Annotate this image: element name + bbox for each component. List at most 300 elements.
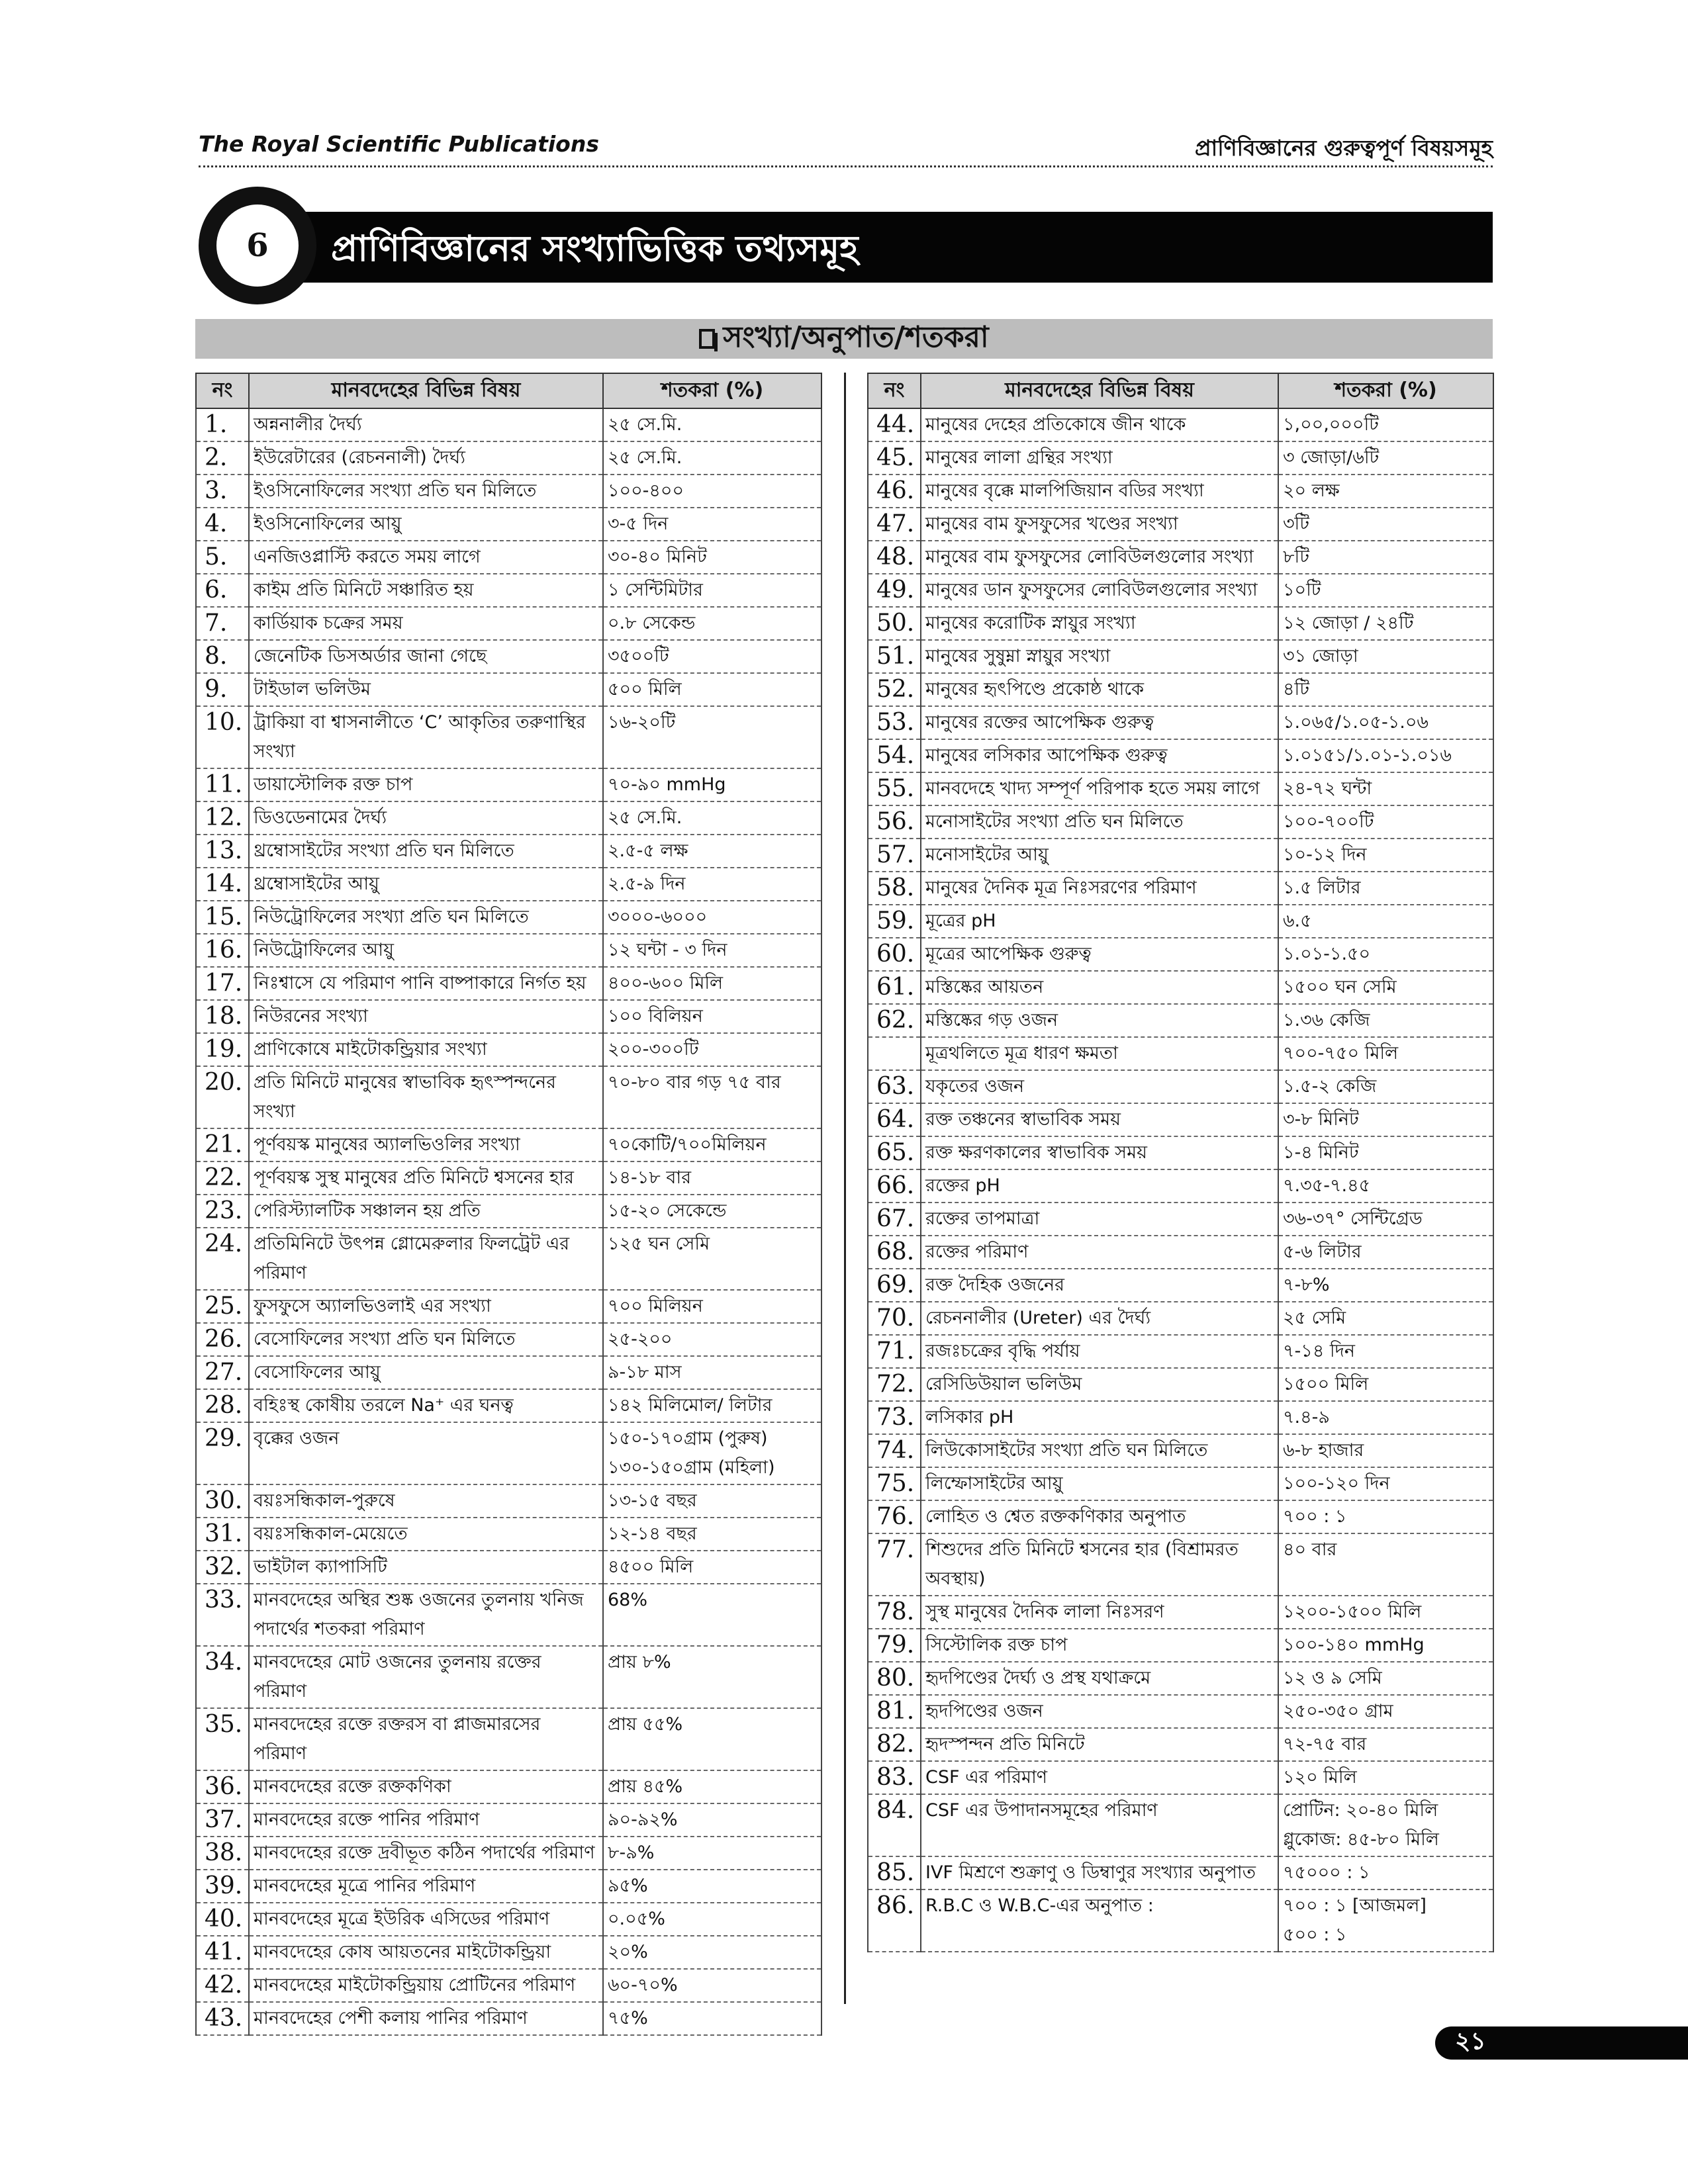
table-row bbox=[868, 673, 1493, 706]
table-row bbox=[868, 408, 1493, 441]
table-row bbox=[196, 1551, 821, 1584]
row-number: 52. bbox=[868, 673, 921, 706]
table-row bbox=[868, 739, 1493, 772]
row-value: ৭৫% bbox=[603, 2002, 821, 2035]
section-heading bbox=[195, 319, 1493, 359]
table-row bbox=[868, 1004, 1493, 1037]
row-value bbox=[1278, 1794, 1493, 1856]
table-row bbox=[868, 1368, 1493, 1401]
table-row bbox=[868, 805, 1493, 839]
row-value: ৭২-৭৫ বার bbox=[1278, 1728, 1493, 1761]
row-number: 60. bbox=[868, 938, 921, 971]
table-row bbox=[196, 1803, 821, 1837]
row-number: 36. bbox=[196, 1770, 249, 1803]
row-topic: বহিঃস্থ কোষীয় তরলে Na⁺ এর ঘনত্ব bbox=[249, 1389, 603, 1422]
row-number: 73. bbox=[868, 1401, 921, 1434]
row-value: ৩-৫ দিন bbox=[603, 508, 821, 541]
row-value: ৩টি bbox=[1278, 508, 1493, 541]
table-row bbox=[196, 1000, 821, 1033]
row-number: 21. bbox=[196, 1128, 249, 1161]
row-value: ৭০-৮০ বার গড় ৭৫ বার bbox=[603, 1066, 821, 1128]
row-number: 37. bbox=[196, 1803, 249, 1837]
row-number: 34. bbox=[196, 1646, 249, 1708]
row-topic: মানবদেহের পেশী কলায় পানির পরিমাণ bbox=[249, 2002, 603, 2035]
row-value: ৭০০ : ১ bbox=[1278, 1500, 1493, 1533]
table-row bbox=[868, 1467, 1493, 1500]
row-value: ১-৪ মিনিট bbox=[1278, 1136, 1493, 1169]
table-row bbox=[868, 1203, 1493, 1236]
row-number: 76. bbox=[868, 1500, 921, 1533]
row-value: ২৫ সে.মি. bbox=[603, 441, 821, 475]
row-number: 12. bbox=[196, 801, 249, 835]
row-topic: ডিওডেনামের দৈর্ঘ্য bbox=[249, 801, 603, 835]
table-row bbox=[196, 1128, 821, 1161]
row-topic: মানুষের লালা গ্রন্থির সংখ্যা bbox=[921, 441, 1278, 475]
table-row bbox=[868, 1695, 1493, 1728]
row-topic: বেসোফিলের আয়ু bbox=[249, 1356, 603, 1389]
row-topic: মনোসাইটের সংখ্যা প্রতি ঘন মিলিতে bbox=[921, 805, 1278, 839]
table-row bbox=[868, 1434, 1493, 1467]
row-value: ৩১ জোড়া bbox=[1278, 640, 1493, 673]
column-header-topic: মানবদেহের বিভিন্ন বিষয় bbox=[249, 373, 603, 408]
table-row bbox=[196, 868, 821, 901]
row-topic: পেরিস্ট্যালটিক সঞ্চালন হয় প্রতি bbox=[249, 1195, 603, 1228]
row-value: ২.৫-৯ দিন bbox=[603, 868, 821, 901]
table-row bbox=[196, 1969, 821, 2002]
row-topic: নিউট্রোফিলের সংখ্যা প্রতি ঘন মিলিতে bbox=[249, 901, 603, 934]
row-topic: রক্তের তাপমাত্রা bbox=[921, 1203, 1278, 1236]
row-topic: মানুষের লসিকার আপেক্ষিক গুরুত্ব bbox=[921, 739, 1278, 772]
row-topic: কার্ডিয়াক চক্রের সময় bbox=[249, 607, 603, 640]
table-header-row bbox=[868, 373, 1493, 408]
row-value: ১০টি bbox=[1278, 574, 1493, 607]
row-value: ১০০-৪০০ bbox=[603, 475, 821, 508]
row-value: ২৫ সে.মি. bbox=[603, 801, 821, 835]
facts-table-left-body bbox=[196, 408, 821, 2035]
row-topic: মানবদেহের রক্তে দ্রবীভূত কঠিন পদার্থের পরিমাণ bbox=[249, 1837, 603, 1870]
row-number: 7. bbox=[196, 607, 249, 640]
row-value: ২.৫-৫ লক্ষ bbox=[603, 835, 821, 868]
table-row bbox=[196, 1484, 821, 1518]
row-topic: সুস্থ মানুষের দৈনিক লালা নিঃসরণ bbox=[921, 1596, 1278, 1629]
row-value: ২৫ সেমি bbox=[1278, 1302, 1493, 1335]
row-number: 15. bbox=[196, 901, 249, 934]
row-number: 51. bbox=[868, 640, 921, 673]
chapter-number: 6 bbox=[216, 205, 299, 287]
checkbox-icon bbox=[699, 329, 715, 349]
row-value: ৭.৪-৯ bbox=[1278, 1401, 1493, 1434]
row-value: ১,০০,০০০টি bbox=[1278, 408, 1493, 441]
row-number: 66. bbox=[868, 1169, 921, 1203]
row-number: 78. bbox=[868, 1596, 921, 1629]
row-number: 50. bbox=[868, 607, 921, 640]
table-row bbox=[196, 706, 821, 768]
row-value: ৪টি bbox=[1278, 673, 1493, 706]
row-value: ২৫-২০০ bbox=[603, 1323, 821, 1356]
table-row bbox=[196, 1066, 821, 1128]
row-number: 43. bbox=[196, 2002, 249, 2035]
row-topic: কাইম প্রতি মিনিটে সঞ্চারিত হয় bbox=[249, 574, 603, 607]
row-number: 28. bbox=[196, 1389, 249, 1422]
column-divider bbox=[844, 373, 846, 2004]
row-number: 59. bbox=[868, 905, 921, 938]
row-topic: মূত্রের pH bbox=[921, 905, 1278, 938]
table-row bbox=[196, 2002, 821, 2035]
row-topic: রক্ত ক্ষরণকালের স্বাভাবিক সময় bbox=[921, 1136, 1278, 1169]
row-value: ৫০০ মিলি bbox=[603, 673, 821, 706]
row-value: ১.৩৬ কেজি bbox=[1278, 1004, 1493, 1037]
row-number: 56. bbox=[868, 805, 921, 839]
column-header-number: নং bbox=[196, 373, 249, 408]
row-topic: টাইডাল ভলিউম bbox=[249, 673, 603, 706]
row-topic: লসিকার pH bbox=[921, 1401, 1278, 1434]
table-row bbox=[868, 1596, 1493, 1629]
row-value: ১.০১৫১/১.০১-১.০১৬ bbox=[1278, 739, 1493, 772]
table-row bbox=[196, 934, 821, 967]
table-row bbox=[196, 1770, 821, 1803]
table-row bbox=[868, 1629, 1493, 1662]
row-topic: মূত্রের আপেক্ষিক গুরুত্ব bbox=[921, 938, 1278, 971]
facts-table-right bbox=[867, 373, 1494, 1952]
table-row bbox=[868, 1533, 1493, 1596]
row-value: ৯-১৮ মাস bbox=[603, 1356, 821, 1389]
row-topic: মানুষের দৈনিক মূত্র নিঃসরণের পরিমাণ bbox=[921, 872, 1278, 905]
row-value: প্রায় ৮% bbox=[603, 1646, 821, 1708]
row-number: 61. bbox=[868, 971, 921, 1004]
row-number: 70. bbox=[868, 1302, 921, 1335]
row-topic: মনোসাইটের আয়ু bbox=[921, 839, 1278, 872]
row-value: প্রায় ৫৫% bbox=[603, 1708, 821, 1770]
row-value: ৩০-৪০ মিনিট bbox=[603, 541, 821, 574]
row-value: ১৫০০ মিলি bbox=[1278, 1368, 1493, 1401]
table-row bbox=[868, 1037, 1493, 1070]
row-number: 3. bbox=[196, 475, 249, 508]
table-row bbox=[868, 1335, 1493, 1368]
table-row bbox=[868, 772, 1493, 805]
row-number: 1. bbox=[196, 408, 249, 441]
row-number: 75. bbox=[868, 1467, 921, 1500]
table-row bbox=[868, 1103, 1493, 1136]
row-topic: মানবদেহের কোষ আয়তনের মাইটোকন্ড্রিয়া bbox=[249, 1936, 603, 1969]
row-value: ৭০০ মিলিয়ন bbox=[603, 1290, 821, 1323]
table-row bbox=[196, 640, 821, 673]
row-value: ১৩-১৫ বছর bbox=[603, 1484, 821, 1518]
row-topic: মানবদেহের অস্থির শুষ্ক ওজনের তুলনায় খনিজ পদার্থের শতকরা পরিমাণ bbox=[249, 1584, 603, 1646]
row-value: ১০০ বিলিয়ন bbox=[603, 1000, 821, 1033]
row-value: ৭০-৯০ mmHg bbox=[603, 768, 821, 801]
row-topic: প্রাণিকোষে মাইটোকন্ড্রিয়ার সংখ্যা bbox=[249, 1033, 603, 1066]
table-row bbox=[868, 905, 1493, 938]
table-row bbox=[868, 607, 1493, 640]
table-row bbox=[196, 1584, 821, 1646]
row-number: 47. bbox=[868, 508, 921, 541]
row-number: 29. bbox=[196, 1422, 249, 1484]
table-row bbox=[868, 872, 1493, 905]
row-topic: মানুষের বাম ফুসফুসের লোবিউলগুলোর সংখ্যা bbox=[921, 541, 1278, 574]
row-value: ১.৫ লিটার bbox=[1278, 872, 1493, 905]
row-number: 86. bbox=[868, 1889, 921, 1952]
row-topic: প্রতিমিনিটে উৎপন্ন গ্লোমেরুলার ফিলট্রেট এর পরিমাণ bbox=[249, 1228, 603, 1290]
row-number: 55. bbox=[868, 772, 921, 805]
row-topic: রজঃচক্রের বৃদ্ধি পর্যায় bbox=[921, 1335, 1278, 1368]
row-value bbox=[603, 1422, 821, 1484]
row-value: ১.০১-১.৫০ bbox=[1278, 938, 1493, 971]
row-topic: শিশুদের প্রতি মিনিটে শ্বসনের হার (বিশ্রামরত অবস্থায়) bbox=[921, 1533, 1278, 1596]
row-topic: মানুষের বাম ফুসফুসের খণ্ডের সংখ্যা bbox=[921, 508, 1278, 541]
row-topic: লোহিত ও শ্বেত রক্তকণিকার অনুপাত bbox=[921, 1500, 1278, 1533]
row-value: প্রায় ৪৫% bbox=[603, 1770, 821, 1803]
row-value: ২৫০-৩৫০ গ্রাম bbox=[1278, 1695, 1493, 1728]
table-row bbox=[868, 508, 1493, 541]
facts-table-right-body bbox=[868, 408, 1493, 1952]
row-number: 53. bbox=[868, 706, 921, 739]
table-row bbox=[868, 938, 1493, 971]
row-number: 77. bbox=[868, 1533, 921, 1596]
row-number: 17. bbox=[196, 967, 249, 1000]
row-number: 58. bbox=[868, 872, 921, 905]
row-number: 74. bbox=[868, 1434, 921, 1467]
row-topic: থ্রম্বোসাইটের আয়ু bbox=[249, 868, 603, 901]
row-value: ১৫-২০ সেকেন্ডে bbox=[603, 1195, 821, 1228]
table-row bbox=[196, 901, 821, 934]
row-number: 10. bbox=[196, 706, 249, 768]
row-number: 19. bbox=[196, 1033, 249, 1066]
column-header-value: শতকরা (%) bbox=[603, 373, 821, 408]
row-value: ৩-৮ মিনিট bbox=[1278, 1103, 1493, 1136]
row-topic: CSF এর পরিমাণ bbox=[921, 1761, 1278, 1794]
row-number: 40. bbox=[196, 1903, 249, 1936]
row-value: ৭০কোটি/৭০০মিলিয়ন bbox=[603, 1128, 821, 1161]
row-value: ১২ জোড়া / ২৪টি bbox=[1278, 607, 1493, 640]
row-value: ১০-১২ দিন bbox=[1278, 839, 1493, 872]
row-number: 16. bbox=[196, 934, 249, 967]
row-number: 67. bbox=[868, 1203, 921, 1236]
table-row bbox=[868, 1070, 1493, 1103]
row-topic: রক্ত তঞ্চনের স্বাভাবিক সময় bbox=[921, 1103, 1278, 1136]
row-topic: জেনেটিক ডিসঅর্ডার জানা গেছে bbox=[249, 640, 603, 673]
row-value: ২০০-৩০০টি bbox=[603, 1033, 821, 1066]
row-number: 71. bbox=[868, 1335, 921, 1368]
row-topic: থ্রম্বোসাইটের সংখ্যা প্রতি ঘন মিলিতে bbox=[249, 835, 603, 868]
row-number: 69. bbox=[868, 1269, 921, 1302]
row-value bbox=[1278, 1889, 1493, 1952]
row-value-line: ৭০০ : ১ [আজমল] bbox=[1283, 1895, 1427, 1916]
row-topic: মানুষের সুষুম্না স্নায়ুর সংখ্যা bbox=[921, 640, 1278, 673]
row-topic: মানুষের বৃক্কে মালপিজিয়ান বডির সংখ্যা bbox=[921, 475, 1278, 508]
table-header-row bbox=[196, 373, 821, 408]
table-row bbox=[868, 441, 1493, 475]
table-row bbox=[196, 441, 821, 475]
row-topic: মানুষের হৃৎপিণ্ডে প্রকোষ্ঠ থাকে bbox=[921, 673, 1278, 706]
page-header bbox=[199, 131, 1493, 164]
row-topic: রক্ত দৈহিক ওজনের bbox=[921, 1269, 1278, 1302]
table-row bbox=[868, 1761, 1493, 1794]
row-number: 26. bbox=[196, 1323, 249, 1356]
table-row bbox=[196, 607, 821, 640]
row-value: ৩০০০-৬০০০ bbox=[603, 901, 821, 934]
row-topic: বৃক্কের ওজন bbox=[249, 1422, 603, 1484]
row-value: ৯০-৯২% bbox=[603, 1803, 821, 1837]
row-number: 84. bbox=[868, 1794, 921, 1856]
row-topic: হৃদপিণ্ডের ওজন bbox=[921, 1695, 1278, 1728]
table-row bbox=[196, 1033, 821, 1066]
row-topic: মূত্রথলিতে মূত্র ধারণ ক্ষমতা bbox=[921, 1037, 1278, 1070]
row-value: ১৪-১৮ বার bbox=[603, 1161, 821, 1195]
row-value: ৯৫% bbox=[603, 1870, 821, 1903]
row-number: 14. bbox=[196, 868, 249, 901]
table-row bbox=[868, 706, 1493, 739]
row-value: ৭০০-৭৫০ মিলি bbox=[1278, 1037, 1493, 1070]
table-row bbox=[868, 1302, 1493, 1335]
row-value: ৭-১৪ দিন bbox=[1278, 1335, 1493, 1368]
row-topic: সিস্টোলিক রক্ত চাপ bbox=[921, 1629, 1278, 1662]
row-number bbox=[868, 1037, 921, 1070]
row-number: 65. bbox=[868, 1136, 921, 1169]
row-number: 39. bbox=[196, 1870, 249, 1903]
row-topic: R.B.C ও W.B.C-এর অনুপাত : bbox=[921, 1889, 1278, 1952]
row-topic: মানবদেহের মোট ওজনের তুলনায় রক্তের পরিমাণ bbox=[249, 1646, 603, 1708]
row-value: ১৪২ মিলিমোল/ লিটার bbox=[603, 1389, 821, 1422]
table-row bbox=[868, 1269, 1493, 1302]
row-topic: রেচননালীর (Ureter) এর দৈর্ঘ্য bbox=[921, 1302, 1278, 1335]
row-number: 54. bbox=[868, 739, 921, 772]
header-divider bbox=[199, 165, 1493, 167]
row-topic: ইউরেটারের (রেচননালী) দৈর্ঘ্য bbox=[249, 441, 603, 475]
row-number: 72. bbox=[868, 1368, 921, 1401]
table-row bbox=[196, 801, 821, 835]
table-row bbox=[868, 1662, 1493, 1695]
row-topic: এনজিওপ্লাস্টি করতে সময় লাগে bbox=[249, 541, 603, 574]
row-value: ৩ জোড়া/৬টি bbox=[1278, 441, 1493, 475]
column-header-number: নং bbox=[868, 373, 921, 408]
row-topic: মানুষের রক্তের আপেক্ষিক গুরুত্ব bbox=[921, 706, 1278, 739]
row-topic: ফুসফুসে অ্যালভিওলাই এর সংখ্যা bbox=[249, 1290, 603, 1323]
row-number: 80. bbox=[868, 1662, 921, 1695]
table-row bbox=[196, 1903, 821, 1936]
row-topic: নিঃশ্বাসে যে পরিমাণ পানি বাষ্পাকারে নির্গত হয় bbox=[249, 967, 603, 1000]
row-topic: নিউরনের সংখ্যা bbox=[249, 1000, 603, 1033]
row-number: 24. bbox=[196, 1228, 249, 1290]
table-row bbox=[196, 1161, 821, 1195]
row-number: 30. bbox=[196, 1484, 249, 1518]
table-row bbox=[196, 574, 821, 607]
row-value: ১২০ মিলি bbox=[1278, 1761, 1493, 1794]
table-row bbox=[868, 1728, 1493, 1761]
table-row bbox=[196, 835, 821, 868]
table-row bbox=[196, 475, 821, 508]
header-topic: প্রাণিবিজ্ঞানের গুরুত্বপূর্ণ বিষয়সমূহ bbox=[1195, 135, 1493, 161]
table-row bbox=[196, 967, 821, 1000]
row-value: ১ সেন্টিমিটার bbox=[603, 574, 821, 607]
row-topic: মানবদেহের রক্তে রক্তকণিকা bbox=[249, 1770, 603, 1803]
row-number: 49. bbox=[868, 574, 921, 607]
row-topic: মানবদেহের মাইটোকন্ড্রিয়ায় প্রোটিনের পরিমাণ bbox=[249, 1969, 603, 2002]
row-number: 85. bbox=[868, 1856, 921, 1889]
row-value-line: প্রোটিন: ২০-৪০ মিলি bbox=[1283, 1800, 1438, 1821]
table-row bbox=[868, 839, 1493, 872]
row-topic: মানবদেহের মূত্রে ইউরিক এসিডের পরিমাণ bbox=[249, 1903, 603, 1936]
row-number: 81. bbox=[868, 1695, 921, 1728]
row-topic: বয়ঃসন্ধিকাল-মেয়েতে bbox=[249, 1518, 603, 1551]
row-topic: লিউকোসাইটের সংখ্যা প্রতি ঘন মিলিতে bbox=[921, 1434, 1278, 1467]
table-row bbox=[868, 475, 1493, 508]
table-row bbox=[196, 408, 821, 441]
row-value: ১.০৬৫/১.০৫-১.০৬ bbox=[1278, 706, 1493, 739]
facts-table-left bbox=[195, 373, 822, 2036]
row-topic: মানবদেহের রক্তে পানির পরিমাণ bbox=[249, 1803, 603, 1837]
row-number: 22. bbox=[196, 1161, 249, 1195]
row-number: 31. bbox=[196, 1518, 249, 1551]
row-value: ৮-৯% bbox=[603, 1837, 821, 1870]
row-number: 32. bbox=[196, 1551, 249, 1584]
row-value: ৪৫০০ মিলি bbox=[603, 1551, 821, 1584]
row-value: ৪০০-৬০০ মিলি bbox=[603, 967, 821, 1000]
column-header-topic: মানবদেহের বিভিন্ন বিষয় bbox=[921, 373, 1278, 408]
row-topic: মানুষের ডান ফুসফুসের লোবিউলগুলোর সংখ্যা bbox=[921, 574, 1278, 607]
table-row bbox=[868, 1136, 1493, 1169]
table-row bbox=[196, 673, 821, 706]
row-value: ১২ ঘন্টা - ৩ দিন bbox=[603, 934, 821, 967]
row-value: ১২০০-১৫০০ মিলি bbox=[1278, 1596, 1493, 1629]
table-row bbox=[196, 541, 821, 574]
table-row bbox=[868, 1889, 1493, 1952]
table-row bbox=[868, 1500, 1493, 1533]
row-value: ১০০-১২০ দিন bbox=[1278, 1467, 1493, 1500]
row-value-line: ১৫০-১৭০গ্রাম (পুরুষ) bbox=[608, 1428, 768, 1449]
row-number: 4. bbox=[196, 508, 249, 541]
table-row bbox=[868, 1794, 1493, 1856]
row-value: ০.০৫% bbox=[603, 1903, 821, 1936]
row-value: ১২৫ ঘন সেমি bbox=[603, 1228, 821, 1290]
column-header-value: শতকরা (%) bbox=[1278, 373, 1493, 408]
row-number: 82. bbox=[868, 1728, 921, 1761]
row-topic: ভাইটাল ক্যাপাসিটি bbox=[249, 1551, 603, 1584]
row-value: ১০০-৭০০টি bbox=[1278, 805, 1493, 839]
row-topic: ট্রাকিয়া বা শ্বাসনালীতে ‘C’ আকৃতির তরুণাস্থির সংখ্যা bbox=[249, 706, 603, 768]
row-number: 11. bbox=[196, 768, 249, 801]
row-topic: রেসিডিউয়াল ভলিউম bbox=[921, 1368, 1278, 1401]
row-value: ৮টি bbox=[1278, 541, 1493, 574]
chapter-title: প্রাণিবিজ্ঞানের সংখ্যাভিত্তিক তথ্যসমূহ bbox=[331, 228, 859, 269]
row-topic: অন্ননালীর দৈর্ঘ্য bbox=[249, 408, 603, 441]
row-topic: ইওসিনোফিলের আয়ু bbox=[249, 508, 603, 541]
row-number: 27. bbox=[196, 1356, 249, 1389]
row-value: ৩৫০০টি bbox=[603, 640, 821, 673]
row-topic: প্রতি মিনিটে মানুষের স্বাভাবিক হৃৎস্পন্দনের সংখ্যা bbox=[249, 1066, 603, 1128]
row-topic: পূর্ণবয়স্ক মানুষের অ্যালভিওলির সংখ্যা bbox=[249, 1128, 603, 1161]
row-number: 35. bbox=[196, 1708, 249, 1770]
row-number: 25. bbox=[196, 1290, 249, 1323]
page-number: ২১ bbox=[1455, 2028, 1486, 2055]
row-number: 23. bbox=[196, 1195, 249, 1228]
row-number: 41. bbox=[196, 1936, 249, 1969]
row-value: ৫-৬ লিটার bbox=[1278, 1236, 1493, 1269]
row-value: ১২-১৪ বছর bbox=[603, 1518, 821, 1551]
table-row bbox=[196, 508, 821, 541]
table-row bbox=[196, 1870, 821, 1903]
row-topic: ইওসিনোফিলের সংখ্যা প্রতি ঘন মিলিতে bbox=[249, 475, 603, 508]
row-value: ৭-৮% bbox=[1278, 1269, 1493, 1302]
table-row bbox=[196, 1356, 821, 1389]
table-row bbox=[196, 1228, 821, 1290]
row-value: 68% bbox=[603, 1584, 821, 1646]
row-value: ৬.৫ bbox=[1278, 905, 1493, 938]
row-value: ৬-৮ হাজার bbox=[1278, 1434, 1493, 1467]
row-topic: বয়ঃসন্ধিকাল-পুরুষে bbox=[249, 1484, 603, 1518]
row-number: 45. bbox=[868, 441, 921, 475]
table-row bbox=[196, 768, 821, 801]
row-number: 46. bbox=[868, 475, 921, 508]
